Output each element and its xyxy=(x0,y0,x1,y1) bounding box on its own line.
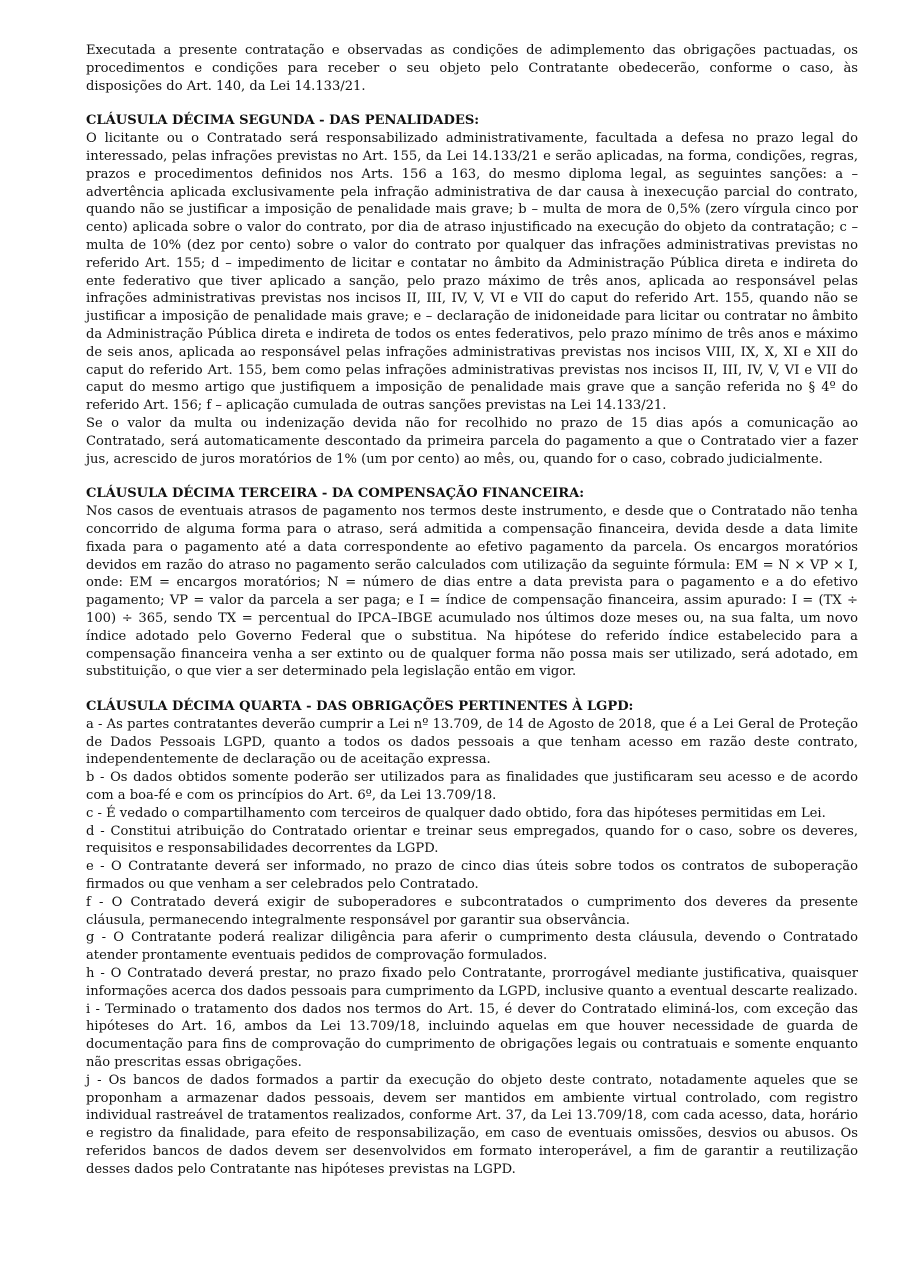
clause-14-item-i: i - Terminado o tratamento dos dados nos termos do Art. 15, é dever do Contratado eliminá-los, com exceção das hipóteses do Art. 16, ambos da Lei 13.709/18, incluindo aquelas em que houver necessidade de guarda de documentação para fins de comprovação do cumprimento de obrigações legais ou contratuais e somente enquanto não prescritas essas obrigações. xyxy=(86,1001,858,1071)
clause-14-item-g: g - O Contratante poderá realizar diligência para aferir o cumprimento desta cláusula, devendo o Contratado atender prontamente eventuais pedidos de comprovação formulados. xyxy=(86,930,858,964)
clause-14-item-j: j - Os bancos de dados formados a partir da execução do objeto deste contrato, notadamente aqueles que se proponham a armazenar dados pessoais, devem ser mantidos em ambiente virtual controlado, com registro individual rastreável de tratamentos realizados, conforme Art. 37, da Lei 13.709/18, com cada acesso, data, horário e registro da finalidade, para efeito de responsabilização, em caso de eventuais omissões, desvios ou abusos. Os referidos bancos de dados devem ser desenvolvidos em formato interoperável, a fim de garantir a reutilização desses dados pelo Contratante nas hipóteses previstas na LGPD. xyxy=(86,1072,858,1177)
clause-14-item-b: b - Os dados obtidos somente poderão ser utilizados para as finalidades que justificaram seu acesso e de acordo com a boa-fé e com os princípios do Art. 6º, da Lei 13.709/18. xyxy=(86,770,858,804)
clause-14-heading: CLÁUSULA DÉCIMA QUARTA - DAS OBRIGAÇÕES PERTINENTES À LGPD: xyxy=(86,699,634,715)
clause-14-item-h: h - O Contratado deverá prestar, no prazo fixado pelo Contratante, prorrogável mediante justificativa, quaisquer informações acerca dos dados pessoais para cumprimento da LGPD, inclusive quanto a eventual descarte realizado. xyxy=(86,966,858,999)
clause-14-item-d: d - Constitui atribuição do Contratado orientar e treinar seus empregados, quando for o caso, sobre os deveres, requisitos e responsabilidades decorrentes da LGPD. xyxy=(86,823,858,857)
clause-12-paragraph: Se o valor da multa ou indenização devida não for recolhido no prazo de 15 dias após a comunicação ao Contratado, será automaticamente descontado da primeira parcela do pagamento a que o Contratado vier a fazer jus, acrescido de juros moratórios de 1% (um por cento) ao mês, ou, quando for o caso, cobrado judicialmente. xyxy=(86,415,858,467)
clause-14-item-c: c - É vedado o compartilhamento com terceiros de qualquer dado obtido, fora das hipóteses permitidas em Lei. xyxy=(86,805,826,821)
clause-14-item-f: f - O Contratado deverá exigir de suboperadores e subcontratados o cumprimento dos deveres da presente cláusula, permanecendo integralmente responsável por garantir sua observância. xyxy=(86,894,858,928)
clause-14-item-e: e - O Contratante deverá ser informado, no prazo de cinco dias úteis sobre todos os contratos de suboperação firmados ou que venham a ser celebrados pelo Contratado. xyxy=(86,859,858,893)
intro-paragraph: Executada a presente contratação e observadas as condições de adimplemento das obrigações pactuadas, os procedimentos e condições para receber o seu objeto pelo Contratante obedecerão, conforme o caso, às disposições do Art. 140, da Lei 14.133/21. xyxy=(86,43,858,94)
clause-13-heading: CLÁUSULA DÉCIMA TERCEIRA - DA COMPENSAÇÃO FINANCEIRA: xyxy=(86,486,585,502)
clause-12-heading: CLÁUSULA DÉCIMA SEGUNDA - DAS PENALIDADES: xyxy=(86,113,480,129)
clause-13-paragraph: Nos casos de eventuais atrasos de pagamento nos termos deste instrumento, e desde que o Contratado não tenha concorrido de alguma forma para o atraso, será admitida a compensação financeira, devida desde a data limite fixada para o pagamento até a data correspondente ao efetivo pagamento da parcela. Os encargos moratórios devidos em razão do atraso no pagamento serão calculados com utilização da seguinte fórmula: EM = N × VP × I, onde: EM = encargos moratórios; N = número de dias entre a data prevista para o pagamento e a do efetivo pagamento; VP = valor da parcela a ser paga; e I = índice de compensação financeira, assim apurado: I = (TX ÷ 100) ÷ 365, sendo TX = percentual do IPCA–IBGE acumulado nos últimos doze meses ou, na sua falta, um novo índice adotado pelo Governo Federal que o substitua. Na hipótese do referido índice estabelecido para a compensação financeira venha a ser extinto ou de qualquer forma não possa mais ser utilizado, será adotado, em substituição, o que vier a ser determinado pela legislação então em vigor. xyxy=(86,504,858,680)
clause-14-item-a: a - As partes contratantes deverão cumprir a Lei nº 13.709, de 14 de Agosto de 2018, que é a Lei Geral de Proteção de Dados Pessoais LGPD, quanto a todos os dados pessoais a que tenham acesso em razão deste contrato, independentemente de declaração ou de aceitação expressa. xyxy=(86,716,858,768)
clause-12-paragraph: O licitante ou o Contratado será responsabilizado administrativamente, facultada a defesa no prazo legal do interessado, pelas infrações previstas no Art. 155, da Lei 14.133/21 e serão aplicadas, na forma, condições, regras, prazos e procedimentos definidos nos Arts. 156 a 163, do mesmo diploma legal, as seguintes sanções: a – advertência aplicada exclusivamente pela infração administrativa de dar causa à inexecução parcial do contrato, quando não se justificar a imposição de penalidade mais grave; b – multa de mora de 0,5% (zero vírgula cinco por cento) aplicada sobre o valor do contrato, por dia de atraso injustificado na execução do objeto da contratação; c – multa de 10% (dez por cento) sobre o valor do contrato por qualquer das infrações administrativas previstas no referido Art. 155; d – impedimento de licitar e contatar no âmbito da Administração Pública direta e indireta do ente federativo que tiver aplicado a sanção, pelo prazo máximo de três anos, aplicada ao responsável pelas infrações administrativas previstas nos incisos II, III, IV, V, VI e VII do caput do referido Art. 155, quando não se justificar a imposição de penalidade mais grave; e – declaração de inidoneidade para licitar ou contratar no âmbito da Administração Pública direta e indireta de todos os entes federativos, pelo prazo mínimo de três anos e máximo de seis anos, aplicada ao responsável pelas infrações administrativas previstas nos incisos VIII, IX, X, XI e XII do caput do referido Art. 155, bem como pelas infrações administrativas previstas nos incisos II, III, IV, V, VI e VII do caput do mesmo artigo que justifiquem a imposição de penalidade mais grave que a sanção referida no § 4º do referido Art. 156; f – aplicação cumulada de outras sanções previstas na Lei 14.133/21. xyxy=(86,131,858,414)
